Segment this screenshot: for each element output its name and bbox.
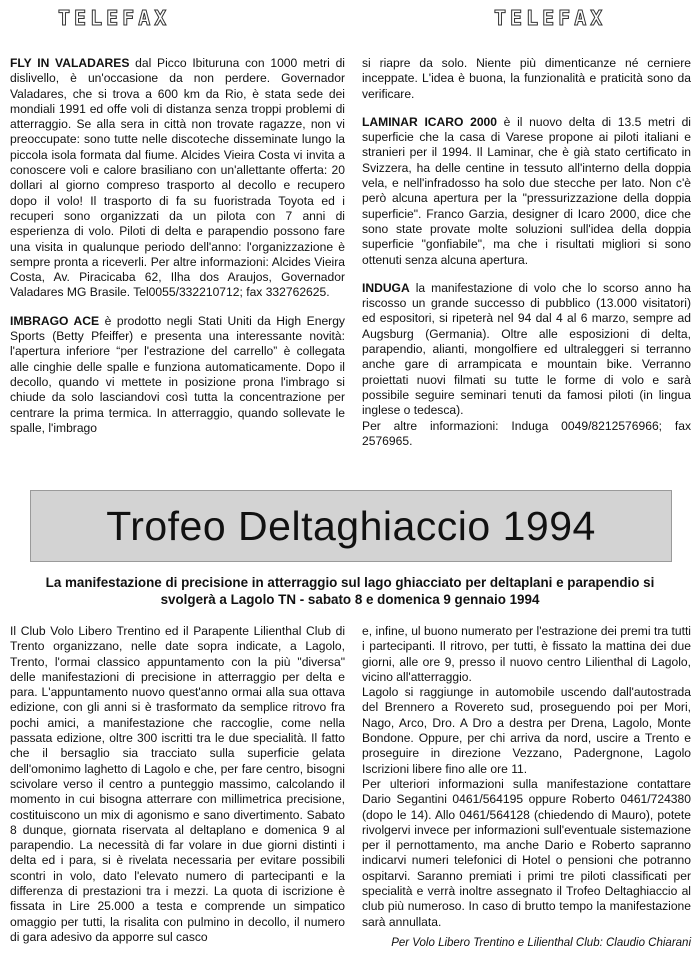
news-lead: LAMINAR ICARO 2000 [362,114,497,129]
news-text: è prodotto negli Stati Uniti da High Energy Sports (Betty Pfeiffer) e presenta una interessante novità: l'apertura inferiore “per l'estrazione del carrello” è collegata alle cinghie delle spalle e funziona automaticamente. Dopo il decollo, quando vi mettete in posizione prona l'imbrago si chiude da solo lasciandovi così tutta la concentrazione per centrare la prima termica. In atterraggio, quando sollevate le spalle, l'imbrago [10,313,345,435]
news-text: dal Picco Ibituruna con 1000 metri di dislivello, è un'occasione da non perdere. Governador Valadares, che si trova a 600 km da Rio, è stata sede dei mondiali 1991 ed offe voli di distanza senza troppi problemi di atterraggio. Se alla sera in città non trovate ragazze, non vi preoccupate: sono tutte nelle discoteche disseminate lungo la piccola isola formata dal fiume. Alcides Vieira Costa vi invita a conoscere voli e calore brasiliano con un'allettante offerta: 20 dollari al giorno compreso trasporto al decollo e recupero dopo il volo! Il trasporto di fa su fuoristrada Toyota ed i recuperi sono organizzati da un pilota con 7 anni di esperienza di volo. Piloti di delta e parapendio possono fare una visita in qualunque periodo dell'anno: l'organizzazione è sempre pronta a riceverli. Per altre informazioni: Alcides Vieira Costa, Av. Piracicaba 62, Ilha dos Araujos, Governador Valadares MG Brasile. Tel0055/332210712; fax 332762625. [10,56,345,300]
feature-paragraph: Lagolo si raggiunge in automobile uscendo dall'autostrada del Brennero a Rovereto sud, proseguendo poi per Mori, Nago, Arco, Dro. A Dro a destra per Drena, Lagolo, Monte Bondone. Oppure, per chi arriva da nord, uscire a Trento e proseguire in direzione Vezzano, Padergnone, Lagolo Iscrizioni libere fino alle ore 11. [362,685,691,776]
feature-body-left: Il Club Volo Libero Trentino ed il Parapente Lilienthal Club di Trento organizzano, nelle date sopra indicate, a Lagolo, Trento, l'ormai classico appuntamento con la più "diversa" delle manifestazioni di precisione in atterraggio per delta e para. L'appuntamento nuovo quest'anno ormai alla sua ottava edizione, con gli anni si è trasformato da semplice ritrovo fra pochi amici, a manifestazione che raccoglie, come nella passata edizione, oltre 300 iscritti tra le due specialità. Il fatto che il bersaglio sia tracciato sulla superficie gelata dell'omonimo laghetto di Lagolo e che, per fare centro, bisogni scivolare verso il centro a punteggio massimo, calcolando il momento in cui bisogna atterrare con millimetrica precisione, costituiscono un mix di agonismo e sano divertimento. Sabato 8 dunque, giornata riservata al deltaplano e domenica 9 al parapendio. La necessità di far volare in due giorni distinti i delta ed i para, si è rivelata necessaria per evitare possibili scontri in volo, dato l'elevato numero di partecipanti e la differenza di prestazioni tra i mezzi. La quota di iscrizione è fissata in Lire 25.000 a testa e comprende un simpatico omaggio per tutti, la risalita con pulmino in decollo, il numero di gara adesivo da apporre sul casco [10,624,345,944]
news-item-laminar-icaro [362,115,691,268]
telefax-header-left: TELEFAX [58,6,171,30]
telefax-header-right: TELEFAX [494,6,607,30]
news-item-imbrago-ace [10,314,345,436]
news-column-right [362,56,691,449]
news-item-imbrago-ace-continued [362,56,691,102]
news-lead: INDUGA [362,280,410,295]
feature-column-right [362,624,691,951]
feature-column-left [10,624,345,945]
feature-paragraph: Per ulteriori informazioni sulla manifestazione contattare Dario Segantini 0461/564195 oppure Roberto 0461/724380 (dopo le 14). Allo 0461/564128 (chiedendo di Mauro), potete rivolgervi invece per informazioni sull'eventuale sistemazione per il pernottamento, ma anche Dario e Roberto sapranno indicarvi numeri telefonici di Hotel o pensioni che potranno ospitarvi. Saranno premiati i primi tre piloti classificati per specialità e verrà inoltre assegnato il Trofeo Deltaghiaccio al club più numeroso. In caso di brutto tempo la manifestazione sarà annullata. [362,776,691,929]
news-text: la manifestazione di volo che lo scorso anno ha riscosso un grande successo di pubblico (13.000 visitatori) ed espositori, si ripeterà nel 94 dal 4 al 6 marzo, sempre ad Augsburg (Germania). Oltre alle esposizioni di delta, parapendio, alianti, mongolfiere ed ultraleggeri si terranno anche gare di arrampicata e mountain bike. Verranno proiettati nuovi filmati su tutte le forme di volo e sarà possibile seguire seminari tenuti da famosi piloti (in lingua inglese o tedesca). Per altre informazioni: Induga 0049/8212576966; fax 2576965. [362,280,691,448]
feature-title-banner [30,490,672,562]
news-text: si riapre da solo. Niente più dimenticanze né cerniere inceppate. L'idea è buona, la funzionalità e praticità sono da verificare. [362,56,691,101]
feature-paragraph: e, infine, ul buono numerato per l'estrazione dei premi tra tutti i partecipanti. Il ritrovo, per tutti, è fissato la mattina dei due giorni, alle ore 9, presso il nuovo centro Lilienthal di Lagolo, vicino all'atterraggio. [362,624,691,684]
news-item-induga [362,281,691,449]
news-lead: IMBRAGO ACE [10,313,100,328]
news-lead: FLY IN VALADARES [10,56,130,70]
feature-subtitle: La manifestazione di precisione in atterraggio sul lago ghiacciato per deltaplani e parapendio si svolgerà a Lagolo TN - sabato 8 e domenica 9 gennaio 1994 [45,575,655,607]
news-column-left [10,56,345,436]
feature-signature: Per Volo Libero Trentino e Lilienthal Club: Claudio Chiarani [391,936,691,949]
news-text: è il nuovo delta di 13.5 metri di superficie che la casa di Varese propone ai piloti italiani e stranieri per il 1994. Il Laminar, che è già stato certificato in Svizzera, ha delle centine in tessuto all'interno della doppia vela, e nell'infradosso ha solo due stecche per lato. Non c'è però alcuna apertura per la "pressurizzazione della doppia superficie". Franco Garzia, designer di Icaro 2000, dice che sono state provate molte soluzioni sull'idea della doppia superficie "gonfiabile", ma che i risultati migliori si sono ottenuti senza alcuna apertura. [362,114,691,267]
feature-title: Trofeo Deltaghiaccio 1994 [106,502,596,549]
news-item-fly-in-valadares [10,56,345,301]
